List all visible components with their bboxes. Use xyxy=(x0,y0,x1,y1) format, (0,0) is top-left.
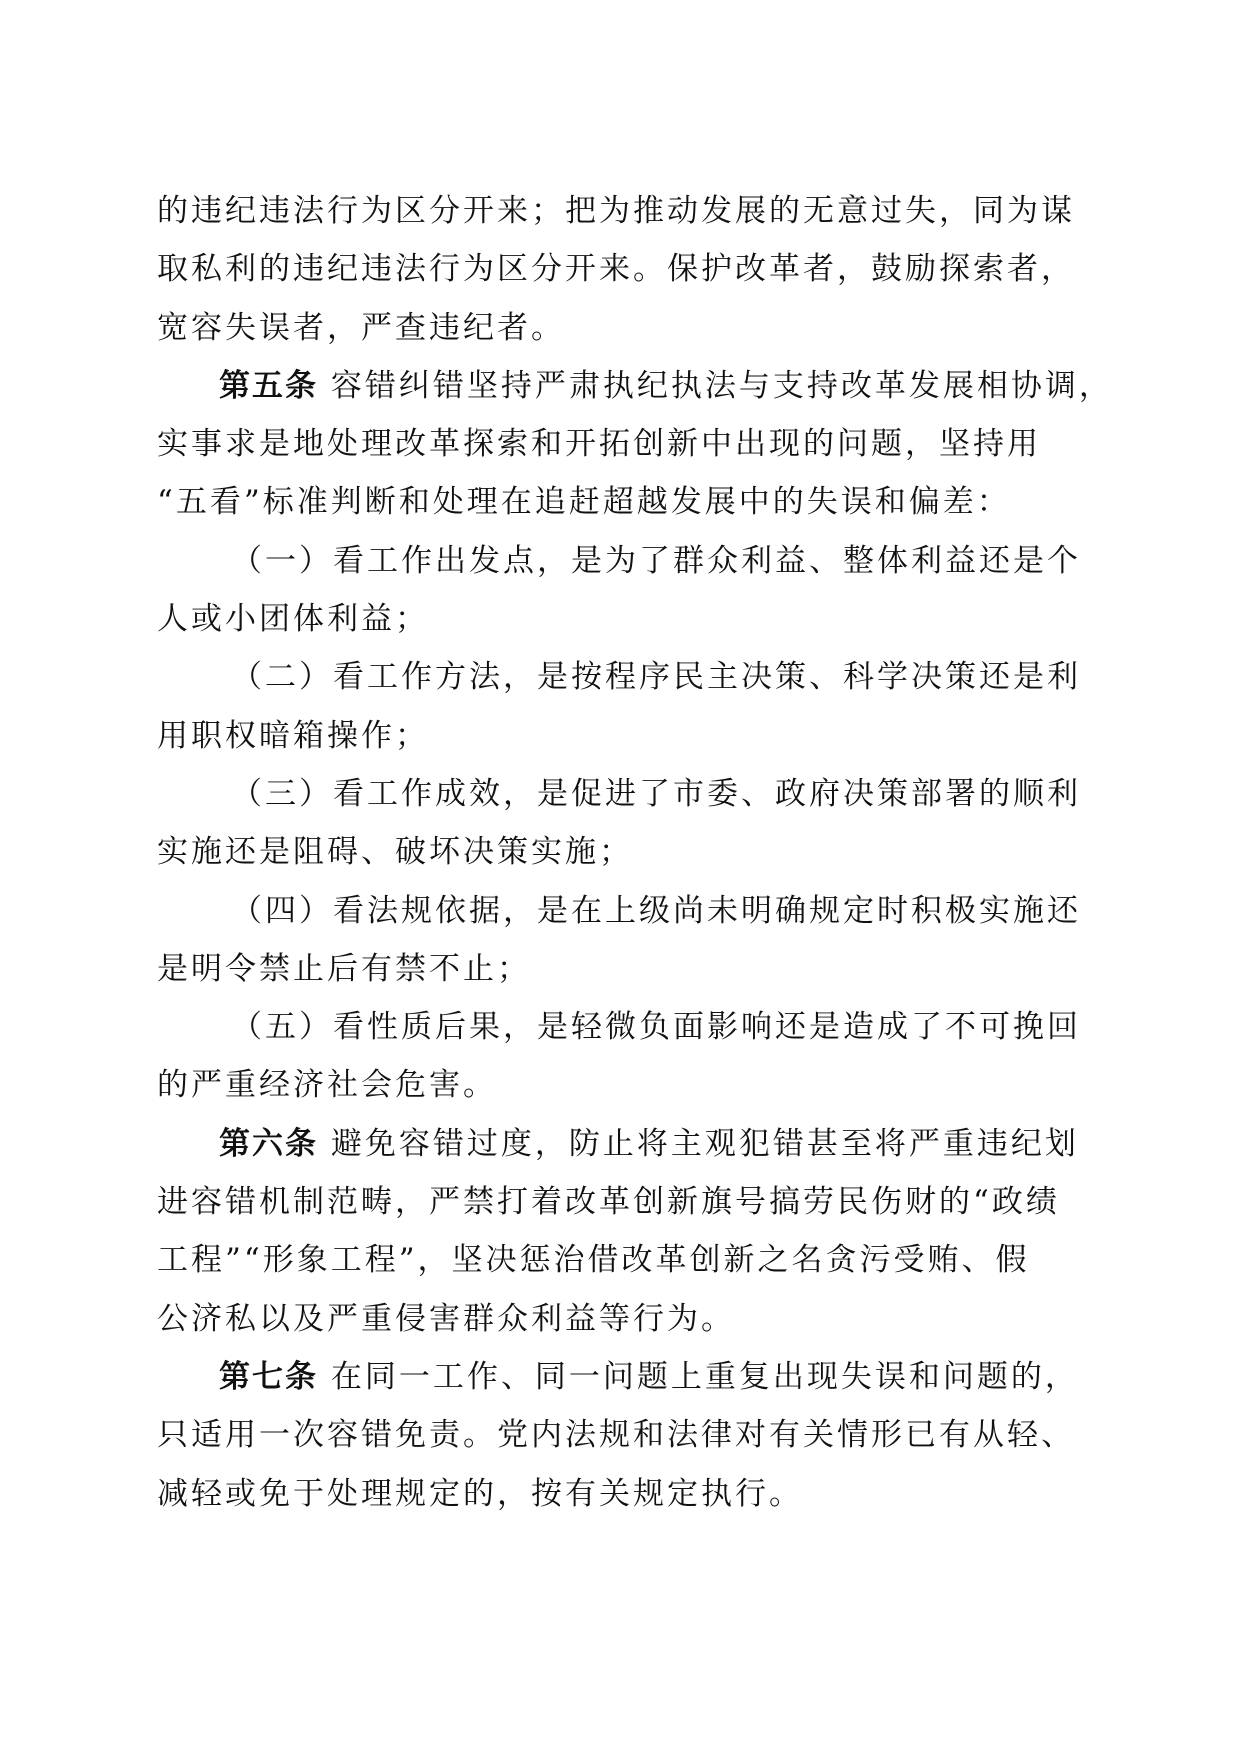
list-item-2: （二）看工作方法，是按程序民主决策、科学决策还是利 xyxy=(231,659,1081,696)
text-line: 容错纠错坚持严肃执纪执法与支持改革发展相协调， xyxy=(330,367,1113,404)
text-line: 减轻或免于处理规定的，按有关规定执行。 xyxy=(157,1475,803,1512)
text-line: 公济私以及严重侵害群众利益等行为。 xyxy=(157,1300,735,1337)
text-line: 只适用一次容错免责。党内法规和法律对有关情形已有从轻、 xyxy=(157,1417,1075,1454)
text-line: 的严重经济社会危害。 xyxy=(157,1067,497,1104)
article-7-label: 第七条 xyxy=(219,1358,318,1395)
text-line: “五看”标准判断和处理在追赶超越发展中的失误和偏差： xyxy=(157,484,1011,521)
document-body xyxy=(157,182,1113,1523)
list-item-1: （一）看工作出发点，是为了群众利益、整体利益还是个 xyxy=(231,542,1081,579)
text-line: 取私利的违纪违法行为区分开来。保护改革者，鼓励探索者， xyxy=(157,251,1075,288)
text-line: 在同一工作、同一问题上重复出现失误和问题的， xyxy=(330,1358,1079,1395)
list-item-4: （四）看法规依据，是在上级尚未明确规定时积极实施还 xyxy=(231,892,1081,929)
text-line: 实事求是地处理改革探索和开拓创新中出现的问题，坚持用 xyxy=(157,426,1041,463)
text-line: 的违纪违法行为区分开来；把为推动发展的无意过失，同为谋 xyxy=(157,193,1075,229)
article-7-first-line xyxy=(157,1348,1097,1406)
text-line: 工程”“形象工程”，坚决惩治借改革创新之名贪污受贿、假 xyxy=(157,1242,1030,1279)
article-6-label: 第六条 xyxy=(219,1125,318,1162)
text-line: 人或小团体利益； xyxy=(157,601,429,638)
article-5-label: 第五条 xyxy=(219,367,318,404)
text-line: 进容错机制范畴，严禁打着改革创新旗号搞劳民伤财的“政绩 xyxy=(157,1184,1060,1221)
text-line: 实施还是阻碍、破坏决策实施； xyxy=(157,834,633,871)
list-item-5: （五）看性质后果，是轻微负面影响还是造成了不可挽回 xyxy=(231,1009,1081,1046)
article-6-first-line xyxy=(157,1115,1097,1173)
text-line: 是明令禁止后有禁不止； xyxy=(157,950,531,987)
text-line: 避免容错过度，防止将主观犯错甚至将严重违纪划 xyxy=(330,1125,1079,1162)
text-line: 宽容失误者，严查违纪者。 xyxy=(157,309,565,346)
article-5-first-line xyxy=(157,357,1113,415)
list-item-3: （三）看工作成效，是促进了市委、政府决策部署的顺利 xyxy=(231,775,1081,812)
text-line: 用职权暗箱操作； xyxy=(157,717,429,754)
